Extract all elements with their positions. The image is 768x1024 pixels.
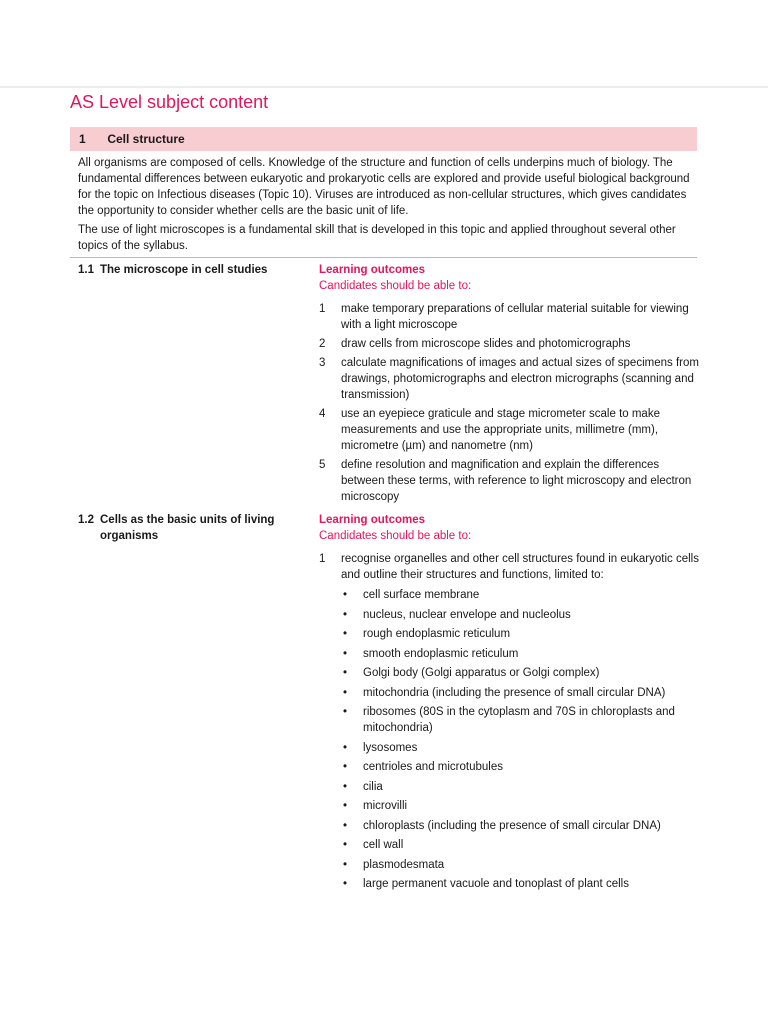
outcome-text: define resolution and magnification and explain the differences between these terms, with reference to light microscopy and electron microscopy [341, 459, 692, 503]
learning-outcomes-subheading: Candidates should be able to: [319, 530, 472, 542]
topic-1-1-heading [78, 262, 298, 278]
outcome-text: use an eyepiece graticule and stage micrometer scale to make measurements and use the appropriate units, millimetre (mm), micrometre (µm) and nanometre (nm) [341, 408, 660, 452]
outcome-item [319, 301, 699, 333]
intro-paragraph-2: The use of light microscopes is a fundamental skill that is developed in this topic and applied throughout several other topics of the syllabus. [78, 224, 676, 252]
topic-1-2-outcomes [319, 512, 699, 896]
outcome-item [319, 406, 699, 454]
section-divider [70, 257, 697, 258]
list-item: • large permanent vacuole and tonoplast of plant cells [341, 876, 699, 892]
list-item: • cell wall [341, 837, 699, 853]
section-heading-band [70, 127, 697, 151]
outcome-number: 1 [319, 553, 326, 565]
list-item: • ribosomes (80S in the cytoplasm and 70S in chloroplasts and mitochondria) [341, 704, 699, 736]
list-item: • centrioles and microtubules [341, 759, 699, 775]
outcome-text: make temporary preparations of cellular material suitable for viewing with a light microscope [341, 303, 689, 331]
section-number: 1 [79, 132, 86, 146]
topic-title-continued: organisms [100, 530, 159, 542]
outcome-item [319, 336, 699, 352]
list-item: • microvilli [341, 798, 699, 814]
list-item: • Golgi body (Golgi apparatus or Golgi complex) [341, 665, 699, 681]
outcome-number: 2 [319, 338, 326, 350]
page-title: AS Level subject content [70, 92, 269, 112]
topic-1-2-heading [78, 512, 298, 544]
topic-1-1-outcomes [319, 262, 699, 508]
section-title: Cell structure [107, 132, 185, 146]
outcome-item [319, 551, 699, 892]
list-item: • nucleus, nuclear envelope and nucleolus [341, 607, 699, 623]
list-item: • cilia [341, 779, 699, 795]
outcome-number: 1 [319, 303, 326, 315]
list-item: • cell surface membrane [341, 587, 699, 603]
list-item: • plasmodesmata [341, 857, 699, 873]
outcome-item [319, 355, 699, 403]
list-item: • lysosomes [341, 740, 699, 756]
learning-outcomes-heading: Learning outcomes [319, 514, 426, 526]
outcome-item [319, 457, 699, 505]
list-item: • smooth endoplasmic reticulum [341, 646, 699, 662]
intro-paragraph-1: All organisms are composed of cells. Knowledge of the structure and function of cells underpins much of biology. The fundamental differences between eukaryotic and prokaryotic cells are explored and provide useful biological background for the topic on Infectious diseases (Topic 10). Viruses are introduced as non-cellular structures, which gives candidates the opportunity to consider whether cells are the basic unit of life. [78, 157, 690, 217]
learning-outcomes-heading: Learning outcomes [319, 264, 426, 276]
outcome-number: 4 [319, 408, 326, 420]
topic-number: 1.1 [78, 264, 94, 276]
outcome-number: 5 [319, 459, 326, 471]
outcome-text: recognise organelles and other cell structures found in eukaryotic cells and outline their structures and functions, limited to: [341, 553, 699, 581]
topic-title: Cells as the basic units of living [100, 514, 275, 526]
outcome-text: draw cells from microscope slides and photomicrographs [341, 338, 631, 350]
outcome-text: calculate magnifications of images and actual sizes of specimens from drawings, photomicrographs and electron micrographs (scanning and transmission) [341, 357, 699, 401]
list-item: • mitochondria (including the presence of small circular DNA) [341, 685, 699, 701]
organelle-list [341, 587, 699, 892]
list-item: • chloroplasts (including the presence of small circular DNA) [341, 818, 699, 834]
intro-text [78, 155, 698, 257]
learning-outcomes-subheading: Candidates should be able to: [319, 280, 472, 292]
list-item: • rough endoplasmic reticulum [341, 626, 699, 642]
topic-title: The microscope in cell studies [100, 264, 268, 276]
outcome-number: 3 [319, 357, 326, 369]
topic-number: 1.2 [78, 514, 94, 526]
header-rule [0, 86, 768, 88]
